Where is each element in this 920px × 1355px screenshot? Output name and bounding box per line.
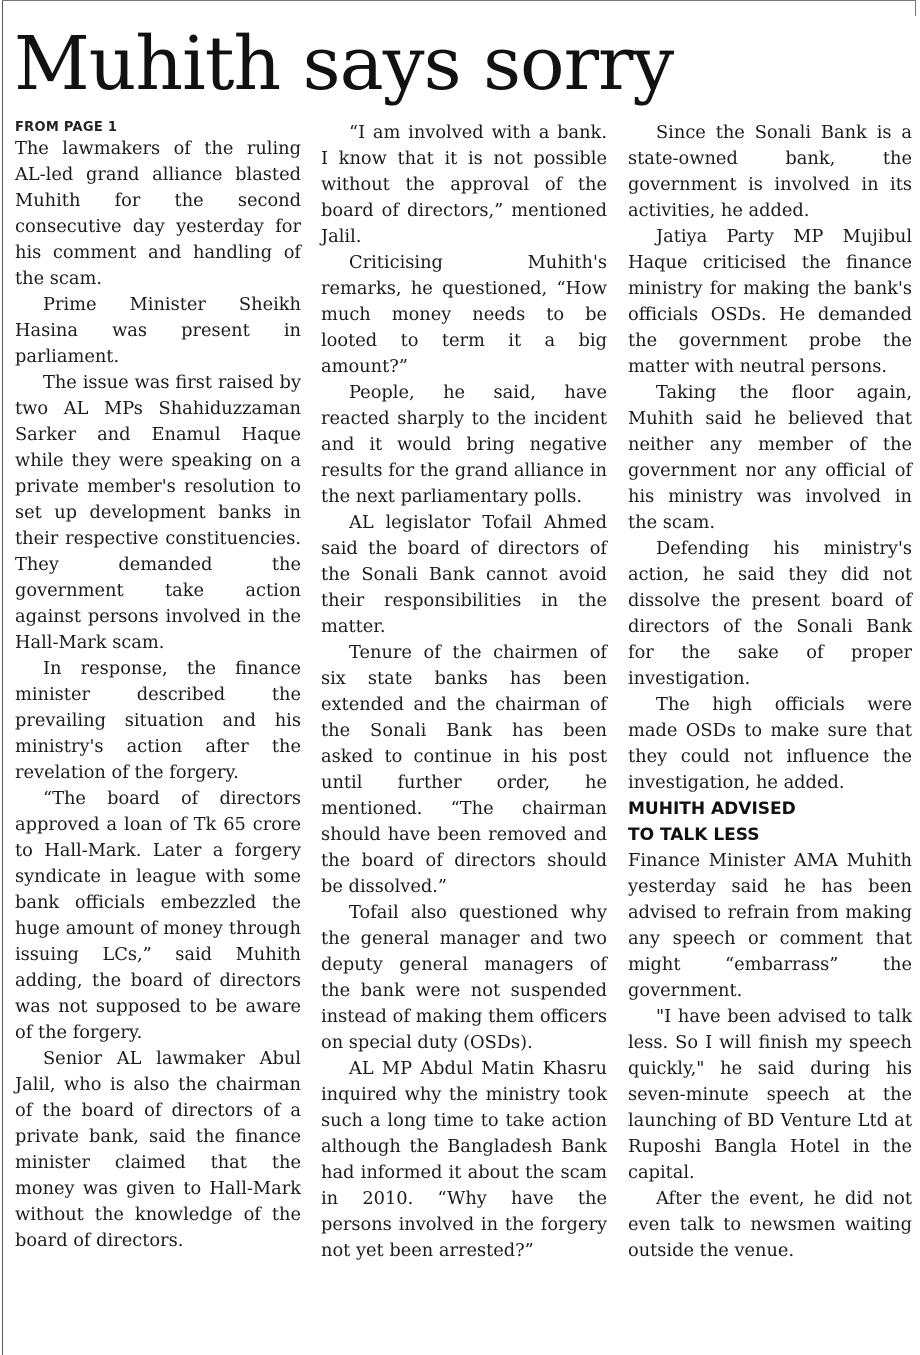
article-column-1 — [15, 120, 301, 1254]
article-paragraph: Prime Minister Sheikh Hasina was present in parliament. — [15, 294, 301, 367]
column-rule-top — [2, 0, 916, 1]
article-paragraph: Tenure of the chairmen of six state banks has been extended and the chairman of the Sonali Bank has been asked to continue in his post until further order, he mentioned. “The chairman should have been removed and the board of directors should be dissolved.” — [321, 642, 607, 897]
article-paragraph: Since the Sonali Bank is a state-owned bank, the government is involved in its activities, he added. — [628, 122, 912, 221]
article-paragraph: Finance Minister AMA Muhith yesterday said he has been advised to refrain from making any speech or comment that might “embarrass” the government. — [628, 850, 912, 1001]
article-paragraph: Defending his ministry's action, he said they did not dissolve the present board of directors of the Sonali Bank for the sake of proper investigation. — [628, 538, 912, 689]
column-rule-left — [2, 0, 3, 1355]
subhead-line-2: TO TALK LESS — [628, 825, 760, 845]
article-paragraph: Tofail also questioned why the general manager and two deputy general managers of the bank were not suspended instead of making them officers on special duty (OSDs). — [321, 902, 607, 1053]
article-column-2 — [321, 120, 607, 1264]
article-column-3 — [628, 120, 912, 1264]
column-rule-right — [915, 0, 916, 16]
article-paragraph: The high officials were made OSDs to make sure that they could not influence the investigation, he added. — [628, 694, 912, 793]
article-paragraph: In response, the finance minister described the prevailing situation and his ministry's action after the revelation of the forgery. — [15, 658, 301, 783]
subhead-line-1: MUHITH ADVISED — [628, 799, 796, 819]
headline: Muhith says sorry — [14, 21, 674, 107]
article-paragraph: After the event, he did not even talk to newsmen waiting outside the venue. — [628, 1188, 912, 1261]
article-paragraph: AL legislator Tofail Ahmed said the board of directors of the Sonali Bank cannot avoid their responsibilities in the matter. — [321, 512, 607, 637]
article-paragraph: The lawmakers of the ruling AL-led grand alliance blasted Muhith for the second consecutive day yesterday for his comment and handling of the scam. — [15, 138, 301, 289]
article-paragraph: People, he said, have reacted sharply to the incident and it would bring negative results for the grand alliance in the next parliamentary polls. — [321, 382, 607, 507]
article-paragraph: The issue was first raised by two AL MPs Shahiduzzaman Sarker and Enamul Haque while they were speaking on a private member's resolution to set up development banks in their respective constituencies. They demanded the government take action against persons involved in the Hall-Mark scam. — [15, 372, 301, 653]
article-paragraph: “I am involved with a bank. I know that it is not possible without the approval of the board of directors,” mentioned Jalil. — [321, 122, 607, 247]
article-paragraph: “The board of directors approved a loan of Tk 65 crore to Hall-Mark. Later a forgery syndicate in league with some bank officials embezzled the huge amount of money through issuing LCs,” said Muhith adding, the board of directors was not supposed to be aware of the forgery. — [15, 788, 301, 1043]
article-paragraph: "I have been advised to talk less. So I will finish my speech quickly," he said during his seven-minute speech at the launching of BD Venture Ltd at Ruposhi Bangla Hotel in the capital. — [628, 1006, 912, 1183]
article-paragraph: Taking the floor again, Muhith said he believed that neither any member of the government nor any official of his ministry was involved in the scam. — [628, 382, 912, 533]
kicker: FROM PAGE 1 — [15, 120, 118, 135]
article-paragraph: Jatiya Party MP Mujibul Haque criticised the finance ministry for making the bank's officials OSDs. He demanded the government probe the matter with neutral persons. — [628, 226, 912, 377]
article-paragraph: Senior AL lawmaker Abul Jalil, who is also the chairman of the board of directors of a private bank, said the finance minister claimed that the money was given to Hall-Mark without the knowledge of the board of directors. — [15, 1048, 301, 1251]
article-paragraph: Criticising Muhith's remarks, he questioned, “How much money needs to be looted to term it a big amount?” — [321, 252, 607, 377]
article-paragraph: AL MP Abdul Matin Khasru inquired why the ministry took such a long time to take action although the Bangladesh Bank had informed it about the scam in 2010. “Why have the persons involved in the forgery not yet been arrested?” — [321, 1058, 607, 1261]
